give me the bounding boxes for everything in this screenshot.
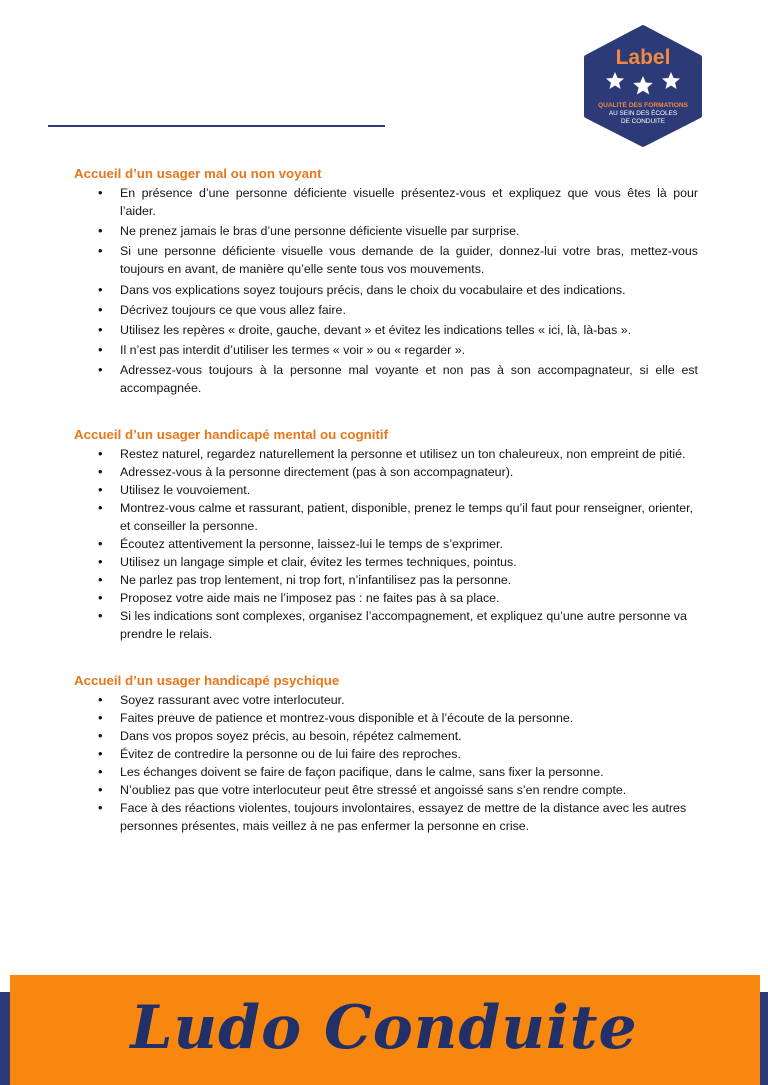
list-item: • Adressez-vous à la personne directement (pas à son accompagnateur).: [74, 463, 698, 481]
list-item: • Faites preuve de patience et montrez-vous disponible et à l’écoute de la personne.: [74, 709, 698, 727]
bullet-list: [74, 184, 698, 397]
list-item: • Face à des réactions violentes, toujours involontaires, essayez de mettre de la distance avec les autres personnes présentes, mais veillez à ne pas enfermer la personne en crise.: [74, 799, 698, 835]
header-divider: [48, 125, 385, 127]
label-hexagon-logo: [580, 24, 706, 148]
section-title: Accueil d’un usager handicapé mental ou cognitif: [74, 427, 389, 443]
list-item: • Décrivez toujours ce que vous allez faire.: [74, 301, 698, 319]
list-item: • Si une personne déficiente visuelle vous demande de la guider, donnez-lui votre bras, mettez-vous toujours en avant, de manière qu’elle sente tous vos mouvements.: [74, 242, 698, 278]
list-item: • Dans vos explications soyez toujours précis, dans le choix du vocabulaire et des indications.: [74, 281, 698, 299]
list-item: • Proposez votre aide mais ne l’imposez pas : ne faites pas à sa place.: [74, 589, 698, 607]
bullet-list: [74, 691, 698, 835]
section-visually-impaired: [74, 166, 698, 397]
section-title: Accueil d’un usager handicapé psychique: [74, 673, 340, 689]
list-item: • Montrez-vous calme et rassurant, patient, disponible, prenez le temps qu’il faut pour renseigner, orienter, et conseiller la personne.: [74, 499, 698, 535]
list-item: • Dans vos propos soyez précis, au besoin, répétez calmement.: [74, 727, 698, 745]
list-item: • Soyez rassurant avec votre interlocuteur.: [74, 691, 698, 709]
list-item: • En présence d’une personne déficiente visuelle présentez-vous et expliquez que vous êtes là pour l’aider.: [74, 184, 698, 220]
section-mental-cognitive: [74, 427, 698, 643]
list-item: • Ne parlez pas trop lentement, ni trop fort, n’infantilisez pas la personne.: [74, 571, 698, 589]
document-body: [74, 166, 698, 865]
list-item: • N’oubliez pas que votre interlocuteur peut être stressé et angoissé sans s’en rendre compte.: [74, 781, 698, 799]
list-item: • Écoutez attentivement la personne, laissez-lui le temps de s’exprimer.: [74, 535, 698, 553]
badge-line-2: AU SEIN DES ÉCOLES: [608, 110, 678, 117]
list-item: • Évitez de contredire la personne ou de lui faire des reproches.: [74, 745, 698, 763]
badge-line-1: QUALITÉ DES FORMATIONS: [598, 102, 688, 109]
badge-line-3: DE CONDUITE: [620, 118, 666, 125]
list-item: • Restez naturel, regardez naturellement la personne et utilisez un ton chaleureux, non empreint de pitié.: [74, 445, 698, 463]
list-item: • Si les indications sont complexes, organisez l’accompagnement, et expliquez qu’une autre personne va prendre le relais.: [74, 607, 698, 643]
section-psychic: [74, 673, 698, 835]
section-title: Accueil d’un usager mal ou non voyant: [74, 166, 322, 181]
list-item: • Il n’est pas interdit d’utiliser les termes « voir » ou « regarder ».: [74, 341, 698, 359]
bullet-list: [74, 445, 698, 643]
list-item: • Ne prenez jamais le bras d’une personne déficiente visuelle par surprise.: [74, 222, 698, 240]
list-item: • Utilisez le vouvoiement.: [74, 481, 698, 499]
list-item: • Utilisez les repères « droite, gauche, devant » et évitez les indications telles « ici, là, là-bas ».: [74, 321, 698, 339]
badge-title: Label: [615, 46, 671, 69]
list-item: • Les échanges doivent se faire de façon pacifique, dans le calme, sans fixer la personne.: [74, 763, 698, 781]
list-item: • Adressez-vous toujours à la personne mal voyante et non pas à son accompagnateur, si elle est accompagnée.: [74, 361, 698, 397]
quality-label-badge: [580, 24, 706, 148]
brand-logo-text: Ludo Conduite: [130, 993, 638, 1063]
list-item: • Utilisez un langage simple et clair, évitez les termes techniques, pointus.: [74, 553, 698, 571]
